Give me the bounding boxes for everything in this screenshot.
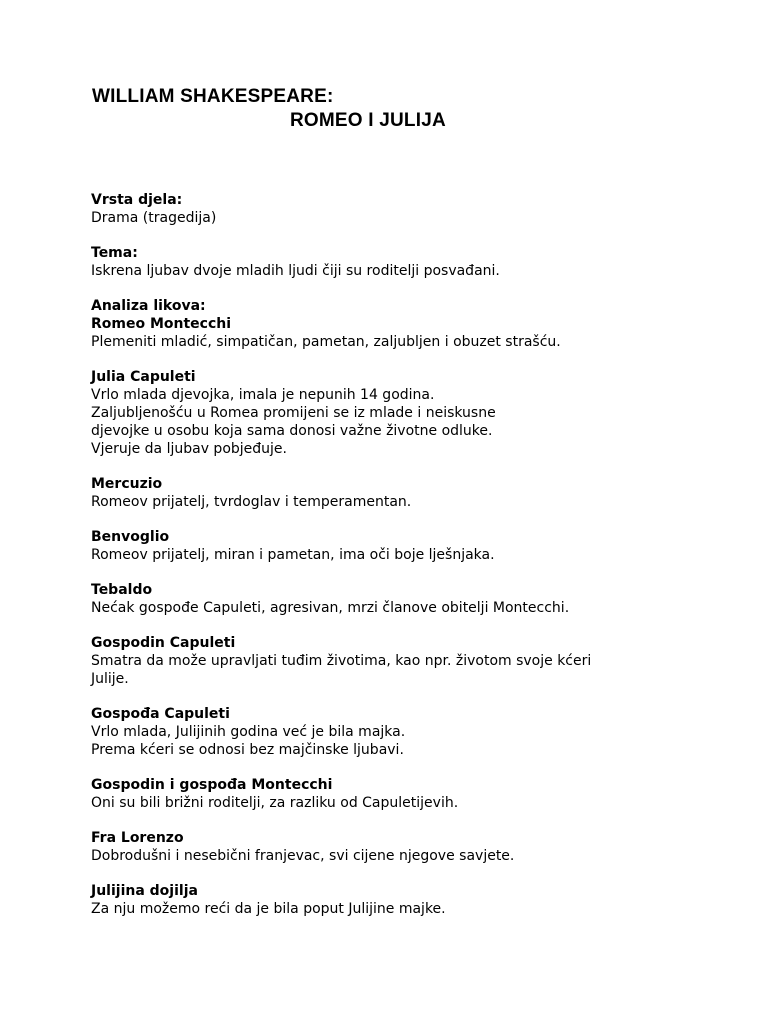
section-text-line: Vrlo mlada, Julijinih godina već je bila majka. — [91, 724, 406, 740]
section-text-line: Nećak gospođe Capuleti, agresivan, mrzi članove obitelji Montecchi. — [91, 600, 570, 616]
section-text-line: Za nju možemo reći da je bila poput Julijine majke. — [91, 901, 446, 917]
section-heading: Analiza likova: — [91, 298, 206, 314]
section-heading: Julia Capuleti — [91, 369, 196, 385]
section-text-line: Prema kćeri se odnosi bez majčinske ljubavi. — [91, 742, 404, 758]
section-text-line: Dobrodušni i nesebični franjevac, svi cijene njegove savjete. — [91, 848, 515, 864]
section-block — [91, 297, 711, 351]
section-heading: Gospodin i gospođa Montecchi — [91, 777, 333, 793]
document-body — [91, 191, 711, 935]
section-text-line: Romeov prijatelj, tvrdoglav i temperamentan. — [91, 494, 412, 510]
section-block — [91, 581, 711, 617]
section-block — [91, 705, 711, 759]
section-block — [91, 882, 711, 918]
section-text-line: djevojke u osobu koja sama donosi važne životne odluke. — [91, 423, 493, 439]
section-text-line: Smatra da može upravljati tuđim životima, kao npr. životom svoje kćeri — [91, 653, 592, 669]
section-text-line: Romeov prijatelj, miran i pametan, ima oči boje lješnjaka. — [91, 547, 495, 563]
section-heading: Gospođa Capuleti — [91, 706, 230, 722]
section-text-line: Zaljubljenošću u Romea promijeni se iz mlade i neiskusne — [91, 405, 496, 421]
section-block — [91, 776, 711, 812]
section-heading: Vrsta djela: — [91, 192, 183, 208]
section-heading: Romeo Montecchi — [91, 316, 232, 332]
section-heading: Mercuzio — [91, 476, 163, 492]
section-text-line: Iskrena ljubav dvoje mladih ljudi čiji su roditelji posvađani. — [91, 263, 500, 279]
section-heading: Julijina dojilja — [91, 883, 198, 899]
document-title-author: WILLIAM SHAKESPEARE: — [92, 86, 334, 107]
section-heading: Benvoglio — [91, 529, 170, 545]
document-title-work: ROMEO I JULIJA — [290, 110, 446, 131]
section-heading: Tebaldo — [91, 582, 153, 598]
section-block — [91, 191, 711, 227]
section-block — [91, 244, 711, 280]
section-text-line: Oni su bili brižni roditelji, za razliku od Capuletijevih. — [91, 795, 459, 811]
section-block — [91, 368, 711, 458]
section-block — [91, 829, 711, 865]
section-text-line: Julije. — [91, 671, 129, 687]
section-text-line: Drama (tragedija) — [91, 210, 217, 226]
section-heading: Tema: — [91, 245, 138, 261]
section-text-line: Vjeruje da ljubav pobjeđuje. — [91, 441, 287, 457]
section-heading: Gospodin Capuleti — [91, 635, 236, 651]
section-text-line: Plemeniti mladić, simpatičan, pametan, zaljubljen i obuzet strašću. — [91, 334, 561, 350]
section-text-line: Vrlo mlada djevojka, imala je nepunih 14 godina. — [91, 387, 435, 403]
section-heading: Fra Lorenzo — [91, 830, 184, 846]
section-block — [91, 475, 711, 511]
section-block — [91, 528, 711, 564]
section-block — [91, 634, 711, 688]
